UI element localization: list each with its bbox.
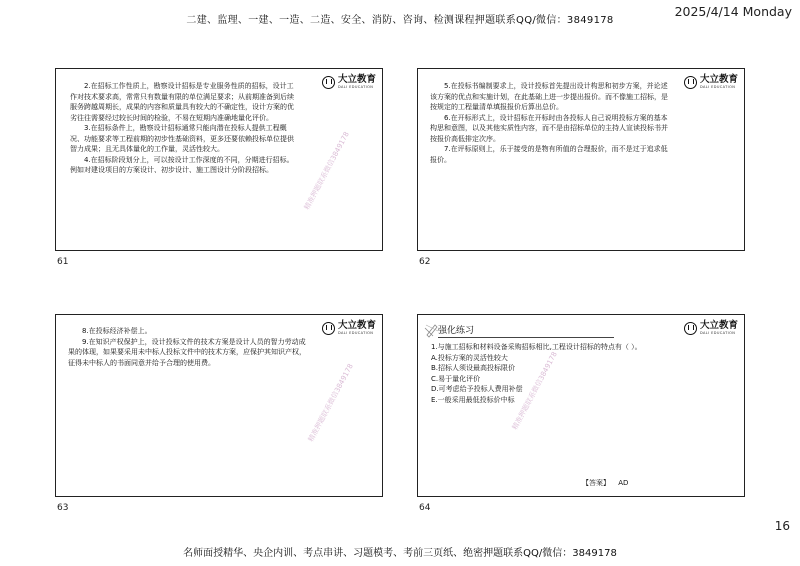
paragraph: 4.在招标阶段划分上，可以按设计工作深度的不同，分期进行招标。例如对建设项目的方案设计、初步设计、施工图设计分阶段招标。 xyxy=(70,155,294,174)
exercise-title: 强化练习 xyxy=(438,326,475,336)
title-underline xyxy=(438,337,614,338)
dali-logo-icon xyxy=(322,322,335,335)
header-banner: 二建、监理、一建、一造、二造、安全、消防、咨询、检测课程押题联系QQ/微信：3849178 xyxy=(186,15,614,26)
option-c: C.易于量化评价 xyxy=(431,374,481,383)
slide-content xyxy=(68,326,306,368)
paragraph: 3.在招标条件上，勘察设计招标通常只能向潜在投标人提供工程概况、功能要求等工程前期的初步性基础资料，更多还要依赖投标单位提供智力成果；且无具体量化的工作量，灵活性较大。 xyxy=(70,124,294,153)
watermark: 精准押题联系微信3849178 xyxy=(302,130,351,212)
paragraph: 5.在投标书编制要求上，设计投标首先提出设计构思和初步方案，并论述该方案的优点和实施计划，在此基础上进一步提出报价。而不像施工招标，是按规定的工程量清单填报报价后算出总价。 xyxy=(430,82,668,111)
answer-label: 【答案】 xyxy=(582,479,610,487)
brand-name-en: DALI EDUCATION xyxy=(699,84,736,89)
brand-name-en: DALI EDUCATION xyxy=(337,84,374,89)
watermark: 精准押题联系微信3849178 xyxy=(510,350,559,432)
option-a: A.投标方案的灵活性较大 xyxy=(431,353,508,362)
brand-name-en: DALI EDUCATION xyxy=(337,330,374,335)
watermark: 精准押题联系微信3849178 xyxy=(306,362,355,444)
date-label: 2025/4/14 Monday xyxy=(674,4,792,19)
slide-number: 62 xyxy=(419,257,431,267)
dali-logo-icon xyxy=(684,322,697,335)
paragraph: 2.在招标工作性质上，勘察设计招标是专业服务性质的招标，设计工作对技术要求高，常常只有数量有限的单位满足要求；从前期准备到后续服务跨越周期长，成果的内容和质量具有较大的不确定性，设计方案的优劣往往需要经过较长时间的检验，不易在短期内准确地量化评价。 xyxy=(70,82,294,122)
brand-name-cn: 大立教育 xyxy=(699,74,738,85)
paragraph: 8.在投标经济补偿上。 xyxy=(82,327,152,335)
slide-62 xyxy=(417,68,745,251)
brand-name-cn: 大立教育 xyxy=(699,320,738,331)
brand-logo xyxy=(684,75,738,89)
answer-value: AD xyxy=(618,479,629,487)
brand-name-cn: 大立教育 xyxy=(337,320,376,331)
slide-61 xyxy=(55,68,383,251)
brand-logo xyxy=(322,321,376,335)
dali-logo-icon xyxy=(684,76,697,89)
question-text: 1.与施工招标和材料设备采购招标相比,工程设计招标的特点有（ ）。 xyxy=(431,343,642,351)
paragraph: 6.在开标形式上，设计招标在开标时由各投标人自己说明投标方案的基本构思和意图，以及其他实质性内容，而不是由招标单位的主持人宣读投标书并按报价高低排定次序。 xyxy=(430,113,668,143)
answer xyxy=(582,478,628,488)
option-d: D.可考虑给予投标人费用补偿 xyxy=(431,385,523,393)
slide-number: 64 xyxy=(419,503,431,513)
dali-logo-icon xyxy=(322,76,335,89)
slide-63 xyxy=(55,314,383,497)
page-number: 16 xyxy=(774,519,790,533)
slide-64 xyxy=(417,314,745,497)
brand-logo xyxy=(322,75,376,89)
paragraph: 7.在评标原则上，乐于接受的是物有所值的合理报价，而不是过于追求低报价。 xyxy=(430,145,668,164)
slide-content xyxy=(430,81,668,165)
brand-name-en: DALI EDUCATION xyxy=(699,330,736,335)
option-e: E.一般采用最低投标价中标 xyxy=(431,395,515,404)
footer-banner: 名师面授精华、央企内训、考点串讲、习题模考、考前三页纸、绝密押题联系QQ/微信：3849178 xyxy=(183,548,617,559)
slide-number: 63 xyxy=(57,503,69,513)
option-b: B.招标人须设最高投标限价 xyxy=(431,364,516,372)
slide-content xyxy=(70,81,298,176)
paragraph: 9.在知识产权保护上，设计投标文件的技术方案是设计人员的智力劳动成果的体现，如果要采用未中标人投标文件中的技术方案，应保护其知识产权，征得未中标人的书面同意并给予合理的使用费。 xyxy=(68,337,306,367)
brand-logo xyxy=(684,321,738,335)
slide-number: 61 xyxy=(57,257,69,267)
brand-name-cn: 大立教育 xyxy=(337,74,376,85)
